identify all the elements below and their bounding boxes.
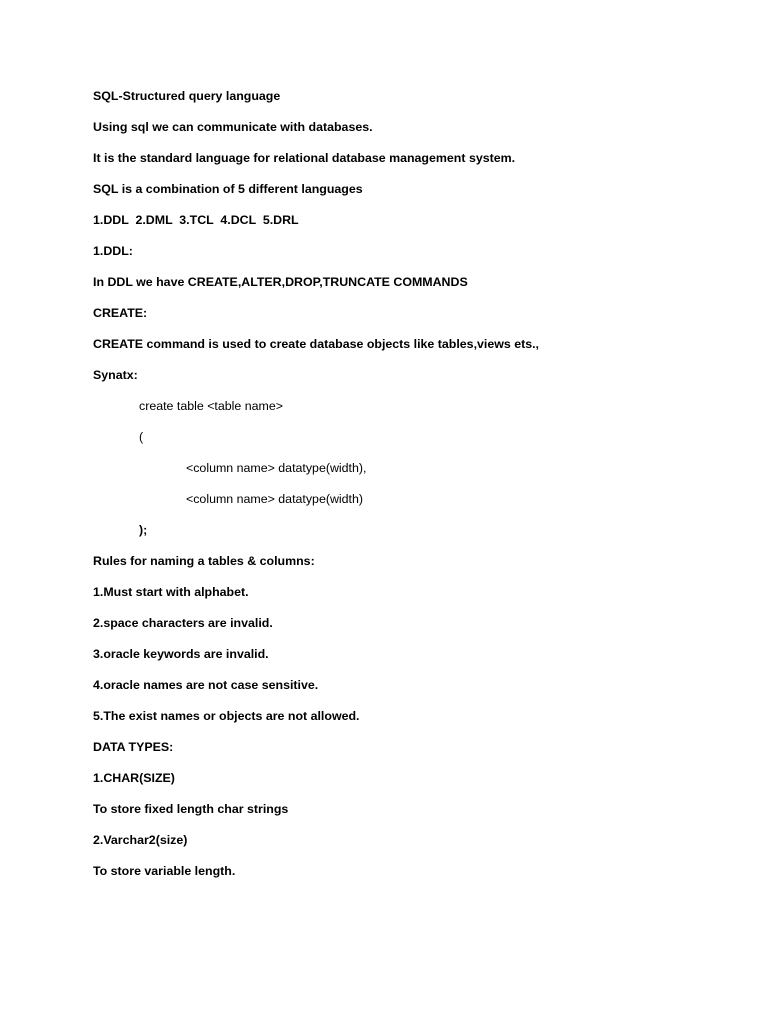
syntax-label: Synatx: [93,368,138,382]
doc-line-sql-communicate: Using sql we can communicate with databases. [93,120,373,134]
rule-item-4: 4.oracle names are not case sensitive. [93,678,319,692]
datatype-varchar2-description: To store variable length. [93,864,236,878]
doc-line-combination: SQL is a combination of 5 different languages [93,182,363,196]
syntax-column-2: <column name> datatype(width) [186,492,364,506]
doc-line-standard-language: It is the standard language for relational database management system. [93,151,516,165]
section-heading-create: CREATE: [93,306,148,320]
datatype-heading-char: 1.CHAR(SIZE) [93,771,175,785]
datatype-char-description: To store fixed length char strings [93,802,289,816]
rule-item-2: 2.space characters are invalid. [93,616,273,630]
doc-line-language-list: 1.DDL 2.DML 3.TCL 4.DCL 5.DRL [93,213,299,227]
rule-item-5: 5.The exist names or objects are not allowed. [93,709,360,723]
section-heading-naming-rules: Rules for naming a tables & columns: [93,554,315,568]
rule-item-1: 1.Must start with alphabet. [93,585,249,599]
doc-line-ddl-commands: In DDL we have CREATE,ALTER,DROP,TRUNCATE COMMANDS [93,275,468,289]
section-heading-data-types: DATA TYPES: [93,740,174,754]
datatype-heading-varchar2: 2.Varchar2(size) [93,833,188,847]
syntax-create-table: create table <table name> [139,399,283,413]
section-heading-ddl: 1.DDL: [93,244,133,258]
syntax-column-1: <column name> datatype(width), [186,461,367,475]
rule-item-3: 3.oracle keywords are invalid. [93,647,269,661]
doc-line-create-description: CREATE command is used to create database objects like tables,views ets., [93,337,539,351]
syntax-close-paren: ); [139,523,148,537]
doc-title: SQL-Structured query language [93,89,281,103]
syntax-open-paren: ( [139,430,144,444]
